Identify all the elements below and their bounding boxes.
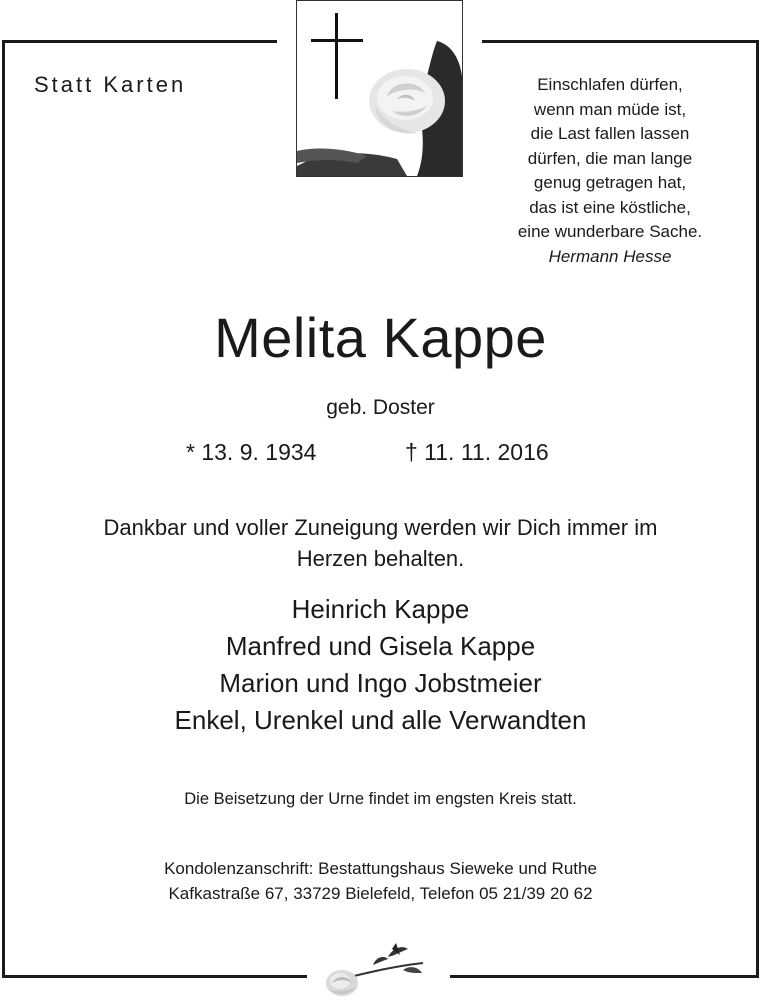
poem bbox=[470, 73, 750, 269]
maiden-name: geb. Doster bbox=[326, 396, 435, 419]
poem-line: dürfen, die man lange bbox=[527, 148, 693, 168]
cross-icon bbox=[297, 1, 462, 176]
burial-note: Die Beisetzung der Urne findet im engsten Kreis statt. bbox=[184, 790, 577, 808]
cross-rose-image bbox=[296, 0, 463, 177]
frame-line-top-right bbox=[482, 40, 759, 43]
frame-line-left bbox=[2, 40, 5, 978]
dedication-text bbox=[40, 512, 721, 574]
poem-line: genug getragen hat, bbox=[533, 173, 687, 192]
statt-karten-label: Statt Karten bbox=[34, 72, 187, 97]
deceased-name: Melita Kappe bbox=[214, 306, 547, 369]
poem-line: Einschlafen dürfen, bbox=[537, 75, 683, 94]
poem-line: wenn man müde ist, bbox=[533, 99, 687, 119]
condolence-address bbox=[0, 856, 761, 906]
signers-list bbox=[0, 591, 761, 739]
poem-author: Hermann Hesse bbox=[548, 246, 672, 266]
signer: Manfred und Gisela Kappe bbox=[225, 631, 536, 661]
signer: Enkel, Urenkel und alle Verwandten bbox=[174, 705, 587, 735]
poem-line: die Last fallen lassen bbox=[530, 124, 690, 143]
address-line: Kafkastraße 67, 33729 Bielefeld, Telefon 05 21/39 20 62 bbox=[168, 884, 593, 903]
birth-date: * 13. 9. 1934 bbox=[186, 439, 317, 465]
frame-line-top-left bbox=[2, 40, 277, 43]
poem-line: eine wunderbare Sache. bbox=[517, 222, 703, 241]
death-date: † 11. 11. 2016 bbox=[405, 439, 549, 465]
address-line: Kondolenzanschrift: Bestattungshaus Sieweke und Ruthe bbox=[164, 859, 597, 878]
signer: Marion und Ingo Jobstmeier bbox=[219, 668, 542, 698]
dedication-line: Dankbar und voller Zuneigung werden wir Dich immer im bbox=[103, 515, 658, 540]
frame-line-bottom-right bbox=[450, 975, 759, 978]
rose-icon bbox=[318, 935, 443, 1000]
signer: Heinrich Kappe bbox=[291, 594, 470, 624]
dedication-line: Herzen behalten. bbox=[296, 546, 465, 571]
frame-line-bottom-left bbox=[2, 975, 307, 978]
frame-line-right bbox=[756, 40, 759, 978]
poem-line: das ist eine köstliche, bbox=[529, 197, 691, 217]
